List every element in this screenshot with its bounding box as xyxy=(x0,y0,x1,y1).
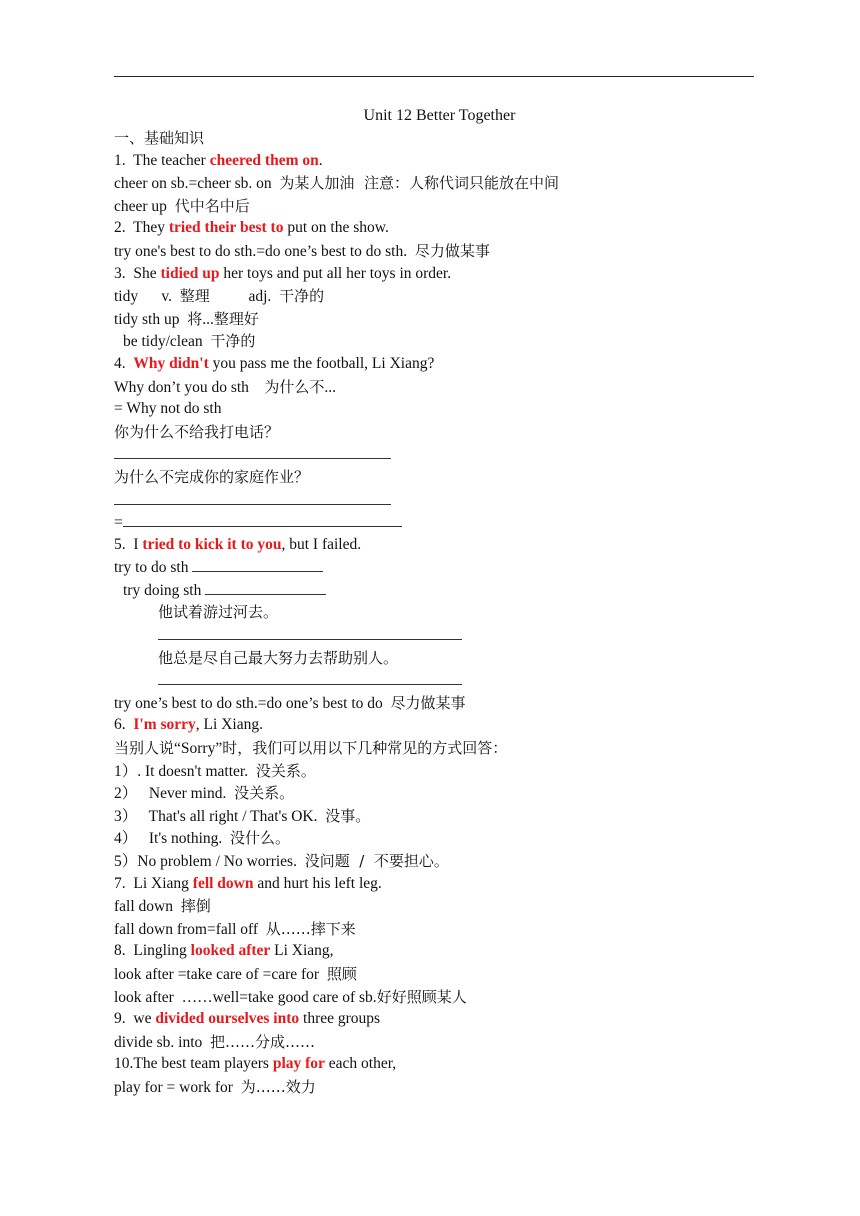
note-line xyxy=(114,511,764,534)
note-line xyxy=(114,918,764,941)
note-text: and hurt his left leg. xyxy=(253,874,382,892)
note-text: look after ……well=take good care of sb. xyxy=(114,988,377,1006)
note-text: 没问题 / 不要担心。 xyxy=(304,852,449,870)
note-text: 为……效力 xyxy=(240,1077,316,1096)
note-line xyxy=(114,1008,764,1031)
note-line xyxy=(114,737,764,760)
note-line xyxy=(114,895,764,918)
note-text: 10.The best team players xyxy=(114,1055,273,1073)
note-text: 2. They xyxy=(114,219,169,237)
note-line xyxy=(114,850,764,873)
note-line xyxy=(114,827,764,850)
note-text: 摔倒 xyxy=(180,897,211,916)
note-text: 4. xyxy=(114,354,134,372)
note-line xyxy=(114,217,764,240)
note-line xyxy=(114,466,764,489)
note-text: adj. xyxy=(209,288,280,306)
note-line xyxy=(114,443,764,466)
note-text: 当别人说 xyxy=(114,739,175,758)
highlighted-phrase: play for xyxy=(272,1055,325,1073)
note-text: 代中名中后 xyxy=(174,196,250,215)
note-line xyxy=(114,398,764,421)
note-text: 将 xyxy=(187,309,203,328)
note-text: 照顾 xyxy=(326,964,357,983)
highlighted-phrase: Why didn't xyxy=(133,354,209,372)
note-text: 3） That's all right / That's OK. xyxy=(114,807,326,825)
highlighted-phrase: fell down xyxy=(192,874,254,892)
note-line xyxy=(114,692,764,715)
note-line xyxy=(114,1053,764,1076)
note-line xyxy=(114,873,764,896)
note-text: 1. The teacher xyxy=(114,151,210,169)
note-text: her toys and put all her toys in order. xyxy=(219,264,452,282)
note-line xyxy=(114,760,764,783)
note-text: ... xyxy=(324,378,337,396)
answer-blank xyxy=(123,511,402,527)
note-text: each other, xyxy=(324,1055,397,1073)
highlighted-phrase: I'm sorry xyxy=(133,716,196,734)
note-text: play for = work for xyxy=(114,1078,241,1096)
note-text: = Why not do sth xyxy=(114,400,222,418)
note-text: 从……摔下来 xyxy=(265,919,356,938)
note-line xyxy=(114,1031,764,1054)
note-text: three groups xyxy=(299,1010,381,1028)
note-text: 1）. It doesn't matter. xyxy=(114,762,256,780)
note-text: 尽力做某事 xyxy=(414,241,490,260)
note-line xyxy=(114,285,764,308)
note-line xyxy=(114,330,764,353)
note-text: 6. xyxy=(114,716,134,734)
note-text: 8. Lingling xyxy=(114,942,191,960)
highlighted-phrase: divided ourselves into xyxy=(155,1010,300,1028)
page-title: Unit 12 Better Together xyxy=(363,107,516,124)
note-text: be tidy/clean xyxy=(123,333,211,351)
highlighted-phrase: tidied up xyxy=(160,264,220,282)
note-text: try doing sth xyxy=(123,581,206,599)
note-text: 没关系。 xyxy=(255,761,316,780)
note-text: 3. She xyxy=(114,264,161,282)
answer-blank xyxy=(158,669,462,685)
note-text: tidy v. xyxy=(114,288,180,306)
answer-blank xyxy=(192,556,323,572)
note-text: 他试着游过河去。 xyxy=(158,603,279,622)
note-text: Why don’t you do sth xyxy=(114,378,265,396)
note-text: cheer up xyxy=(114,197,175,215)
note-line xyxy=(114,534,764,557)
note-line xyxy=(114,624,764,647)
note-text: 9. we xyxy=(114,1010,156,1028)
note-text: 2） Never mind. xyxy=(114,785,235,803)
note-text: try one's best to do sth.=do one’s best to do sth. xyxy=(114,242,415,260)
highlighted-phrase: looked after xyxy=(190,942,271,960)
note-text: 没什么。 xyxy=(230,829,291,848)
note-line xyxy=(114,579,764,602)
note-text: , Li Xiang. xyxy=(195,716,263,734)
note-line xyxy=(114,421,764,444)
note-line xyxy=(114,940,764,963)
note-text: . xyxy=(318,151,323,169)
note-text: divide sb. into xyxy=(114,1033,211,1051)
note-line xyxy=(114,782,764,805)
note-text: 整理好 xyxy=(213,309,259,328)
note-text: fall down xyxy=(114,898,181,916)
note-line xyxy=(114,489,764,512)
answer-blank xyxy=(114,443,391,459)
highlighted-phrase: tried to kick it to you xyxy=(142,535,282,553)
note-text: 没关系。 xyxy=(234,784,295,803)
note-text: cheer on sb.=cheer sb. on xyxy=(114,175,280,193)
note-line xyxy=(114,172,764,195)
note-line xyxy=(114,308,764,331)
note-text: “Sorry” xyxy=(174,740,223,758)
note-line xyxy=(114,150,764,173)
note-text: 时，我们可以用以下几种常见的方式回答： xyxy=(222,739,508,758)
note-line xyxy=(114,647,764,670)
note-text: 好好照顾某人 xyxy=(376,987,467,1006)
note-line xyxy=(114,669,764,692)
note-text: 为什么不完成你的家庭作业？ xyxy=(114,467,310,486)
note-line xyxy=(114,376,764,399)
answer-blank xyxy=(205,579,326,595)
note-line xyxy=(114,986,764,1009)
note-text: fall down from=fall off xyxy=(114,920,266,938)
note-text: try one’s best to do sth.=do one’s best to do xyxy=(114,694,391,712)
note-text: 为什么不 xyxy=(264,377,325,396)
note-text: 5）No problem / No worries. xyxy=(114,853,305,870)
note-line xyxy=(114,195,764,218)
note-text: = xyxy=(114,514,123,532)
answer-blank xyxy=(114,489,391,505)
note-text: 整理 xyxy=(179,287,210,306)
note-text: try to do sth xyxy=(114,559,193,577)
answer-blank xyxy=(158,624,462,640)
note-line xyxy=(114,714,764,737)
note-line xyxy=(114,1076,764,1099)
note-text: 他总是尽自己最大努力去帮助别人。 xyxy=(158,648,399,667)
note-line xyxy=(114,963,764,986)
section-heading: 一、基础知识 xyxy=(114,129,205,147)
note-text: 你为什么不给我打电话？ xyxy=(114,422,280,441)
note-text: tidy sth up xyxy=(114,310,188,328)
note-text: ... xyxy=(202,310,214,328)
note-line xyxy=(114,601,764,624)
note-line xyxy=(114,556,764,579)
note-text: Li Xiang, xyxy=(270,942,334,960)
note-text: , but I failed. xyxy=(281,535,362,553)
note-text: 干净的 xyxy=(210,332,256,351)
highlighted-phrase: tried their best to xyxy=(168,219,284,237)
note-line xyxy=(114,805,764,828)
header-rule xyxy=(114,76,754,77)
note-text: 干净的 xyxy=(279,287,325,306)
note-text: you pass me the football, Li Xiang? xyxy=(208,354,435,372)
note-text: put on the show. xyxy=(283,219,389,237)
note-line xyxy=(114,240,764,263)
note-text: look after =take care of =care for xyxy=(114,965,327,983)
document-body xyxy=(114,104,764,1099)
note-line xyxy=(114,263,764,286)
note-text: 为某人加油 注意：人称代词只能放在中间 xyxy=(279,174,559,193)
note-line xyxy=(114,353,764,376)
note-text: 5. I xyxy=(114,535,143,553)
notes-list xyxy=(114,150,764,1099)
note-text: 尽力做某事 xyxy=(390,693,466,712)
note-text: 把……分成…… xyxy=(210,1032,316,1051)
note-text: 7. Li Xiang xyxy=(114,874,193,892)
note-text: 没事。 xyxy=(325,806,371,825)
highlighted-phrase: cheered them on xyxy=(209,151,319,169)
note-text: 4） It's nothing. xyxy=(114,830,231,848)
